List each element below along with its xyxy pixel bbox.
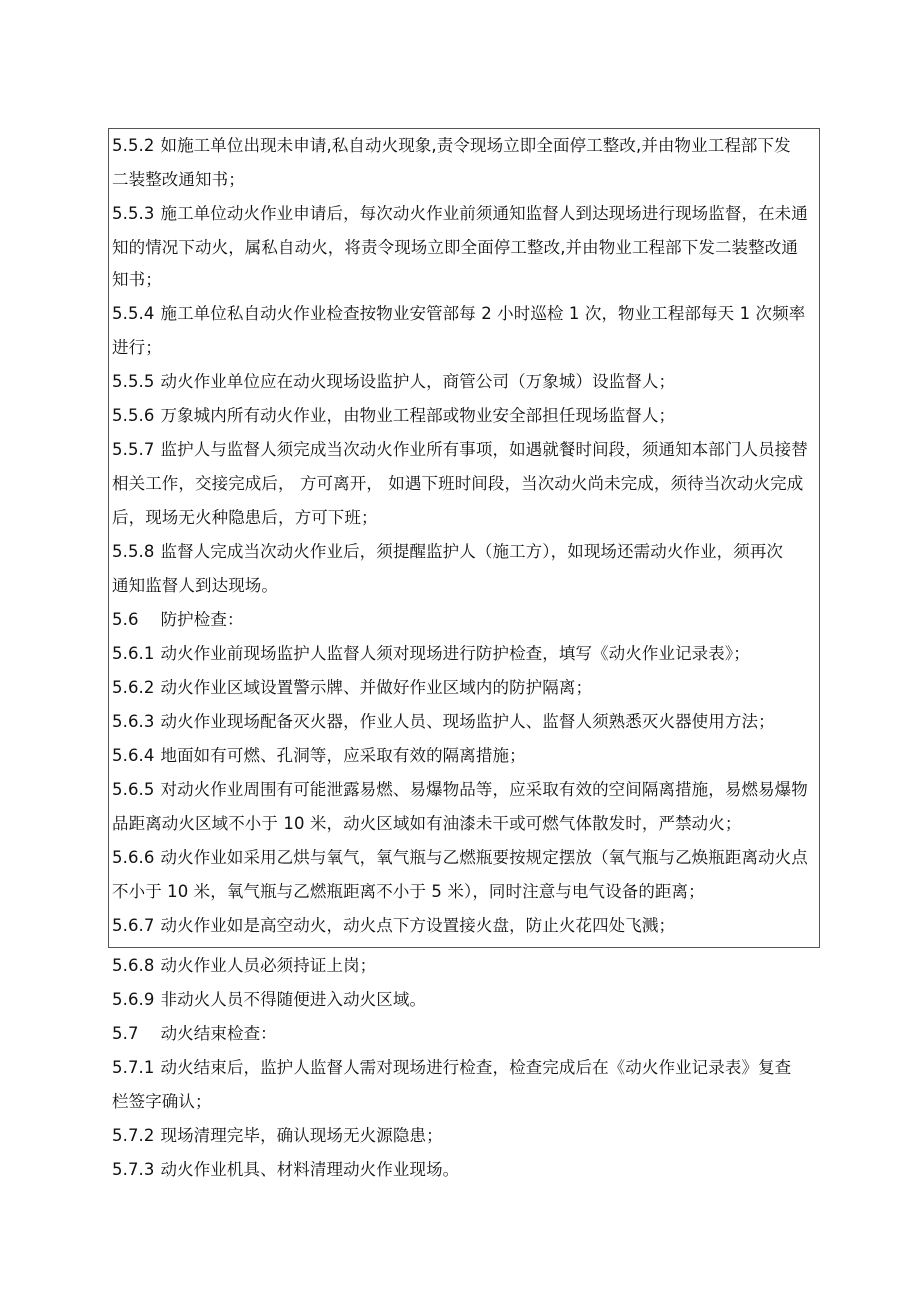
clause-5-6-8 [112,955,824,977]
clause-5-6-5 [112,779,824,801]
clause-number: 5.6.9 [112,990,155,1009]
clause-text: 相关工作，交接完成后， 方可离开， 如遇下班时间段，当次动火尚未完成，须待当次动火完成 [112,474,804,493]
clause-number: 5.5.2 [112,136,155,155]
clause-5-6-7 [112,915,824,937]
clause-5-6-1 [112,643,824,665]
clause-number: 5.6.6 [112,848,155,867]
clause-text: 动火作业区域设置警示牌、并做好作业区域内的防护隔离； [160,678,593,697]
clause-text: 动火作业现场配备灭火器，作业人员、现场监护人、监督人须熟悉灭火器使用方法； [160,712,775,731]
clause-text: 动火作业人员必须持证上岗； [160,956,377,975]
clause-text: 动火作业如是高空动火，动火点下方设置接火盘，防止火花四处飞溅； [160,916,676,935]
clause-5-6-6 [112,847,824,869]
clause-text: 二装整改通知书； [112,170,245,189]
clause-number: 5.6.3 [112,712,155,731]
section-5-6-heading [112,609,824,631]
clause-continuation [112,169,824,191]
clause-number: 5.7.2 [112,1126,155,1145]
clause-text: 现场清理完毕，确认现场无火源隐患； [160,1126,443,1145]
clause-continuation [112,507,824,529]
clause-text: 动火作业如采用乙烘与氧气，氧气瓶与乙燃瓶要按规定摆放（氧气瓶与乙焕瓶距离动火点 [160,848,808,867]
clause-text: 监督人完成当次动火作业后，须提醒监护人（施工方），如现场还需动火作业，须再次 [160,542,784,561]
clause-text: 通知监督人到达现场。 [112,576,278,595]
clause-text: 不小于 10 米，氧气瓶与乙燃瓶距离不小于 5 米），同时注意与电气设备的距离； [112,882,705,901]
clause-5-5-7 [112,439,824,461]
clause-5-6-2 [112,677,824,699]
clause-5-5-4 [112,303,824,325]
clause-continuation [112,1091,824,1113]
clause-5-6-4 [112,745,824,767]
clause-5-6-3 [112,711,824,733]
clause-number: 5.6.1 [112,644,155,663]
clause-text: 监护人与监督人须完成当次动火作业所有事项，如遇就餐时间段，须通知本部门人员接替 [160,440,808,459]
clause-5-6-9 [112,989,824,1011]
clause-continuation [112,237,824,259]
clause-continuation [112,881,824,903]
clause-continuation [112,337,824,359]
clause-number: 5.7.1 [112,1058,155,1077]
clause-text: 后，现场无火种隐患后，方可下班； [112,508,378,527]
clause-5-7-1 [112,1057,824,1079]
clause-text: 施工单位动火作业申请后，每次动火作业前须通知监督人到达现场进行现场监督，在未通 [160,204,808,223]
clause-number: 5.7.3 [112,1160,155,1179]
clause-text: 如施工单位出现未申请,私自动火现象,责令现场立即全面停工整改,并由物业工程部下发 [160,136,791,155]
clause-5-7-3 [112,1159,824,1181]
section-title: 防护检查： [144,610,244,629]
clause-text: 知书； [112,270,162,289]
clause-text: 动火作业单位应在动火现场设监护人，商管公司（万象城）设监督人； [160,372,676,391]
clause-text: 地面如有可燃、孔洞等，应采取有效的隔离措施； [160,746,526,765]
clause-number: 5.6.8 [112,956,155,975]
section-5-7-heading [112,1023,824,1045]
clause-continuation [112,575,824,597]
clause-number: 5.6.5 [112,780,155,799]
clause-5-5-6 [112,405,824,427]
clause-number: 5.5.5 [112,372,155,391]
clause-text: 栏签字确认； [112,1092,212,1111]
clause-5-5-2 [112,135,824,157]
clause-number: 5.5.8 [112,542,155,561]
clause-text: 品距离动火区域不小于 10 米，动火区域如有油漆未干或可燃气体散发时，严禁动火； [112,814,742,833]
clause-continuation [112,269,824,291]
clause-text: 施工单位私自动火作业检查按物业安管部每 2 小时巡检 1 次，物业工程部每天 1 次频率 [160,304,806,323]
clause-number: 5.5.3 [112,204,155,223]
clause-5-7-2 [112,1125,824,1147]
section-number: 5.7 [112,1024,139,1043]
section-number: 5.6 [112,610,139,629]
clause-text: 非动火人员不得随便进入动火区域。 [160,990,427,1009]
clause-text: 知的情况下动火，属私自动火，将责令现场立即全面停工整改,并由物业工程部下发二装整改通 [112,238,798,257]
clause-continuation [112,813,824,835]
clause-text: 动火作业前现场监护人监督人须对现场进行防护检查，填写《动火作业记录表》； [160,644,750,663]
clause-number: 5.6.2 [112,678,155,697]
clause-5-5-8 [112,541,824,563]
clause-text: 对动火作业周围有可能泄露易燃、易爆物品等，应采取有效的空间隔离措施，易燃易爆物 [160,780,808,799]
clause-text: 动火结束后，监护人监督人需对现场进行检查，检查完成后在《动火作业记录表》复查 [160,1058,792,1077]
clause-text: 万象城内所有动火作业，由物业工程部或物业安全部担任现场监督人； [160,406,676,425]
clause-text: 进行； [112,338,162,357]
clause-number: 5.5.7 [112,440,155,459]
clause-number: 5.6.7 [112,916,155,935]
section-title: 动火结束检查： [144,1024,277,1043]
clause-5-5-3 [112,203,824,225]
clause-text: 动火作业机具、材料清理动火作业现场。 [160,1160,460,1179]
clause-number: 5.6.4 [112,746,155,765]
clause-number: 5.5.6 [112,406,155,425]
clause-5-5-5 [112,371,824,393]
clause-number: 5.5.4 [112,304,155,323]
clause-continuation [112,473,824,495]
